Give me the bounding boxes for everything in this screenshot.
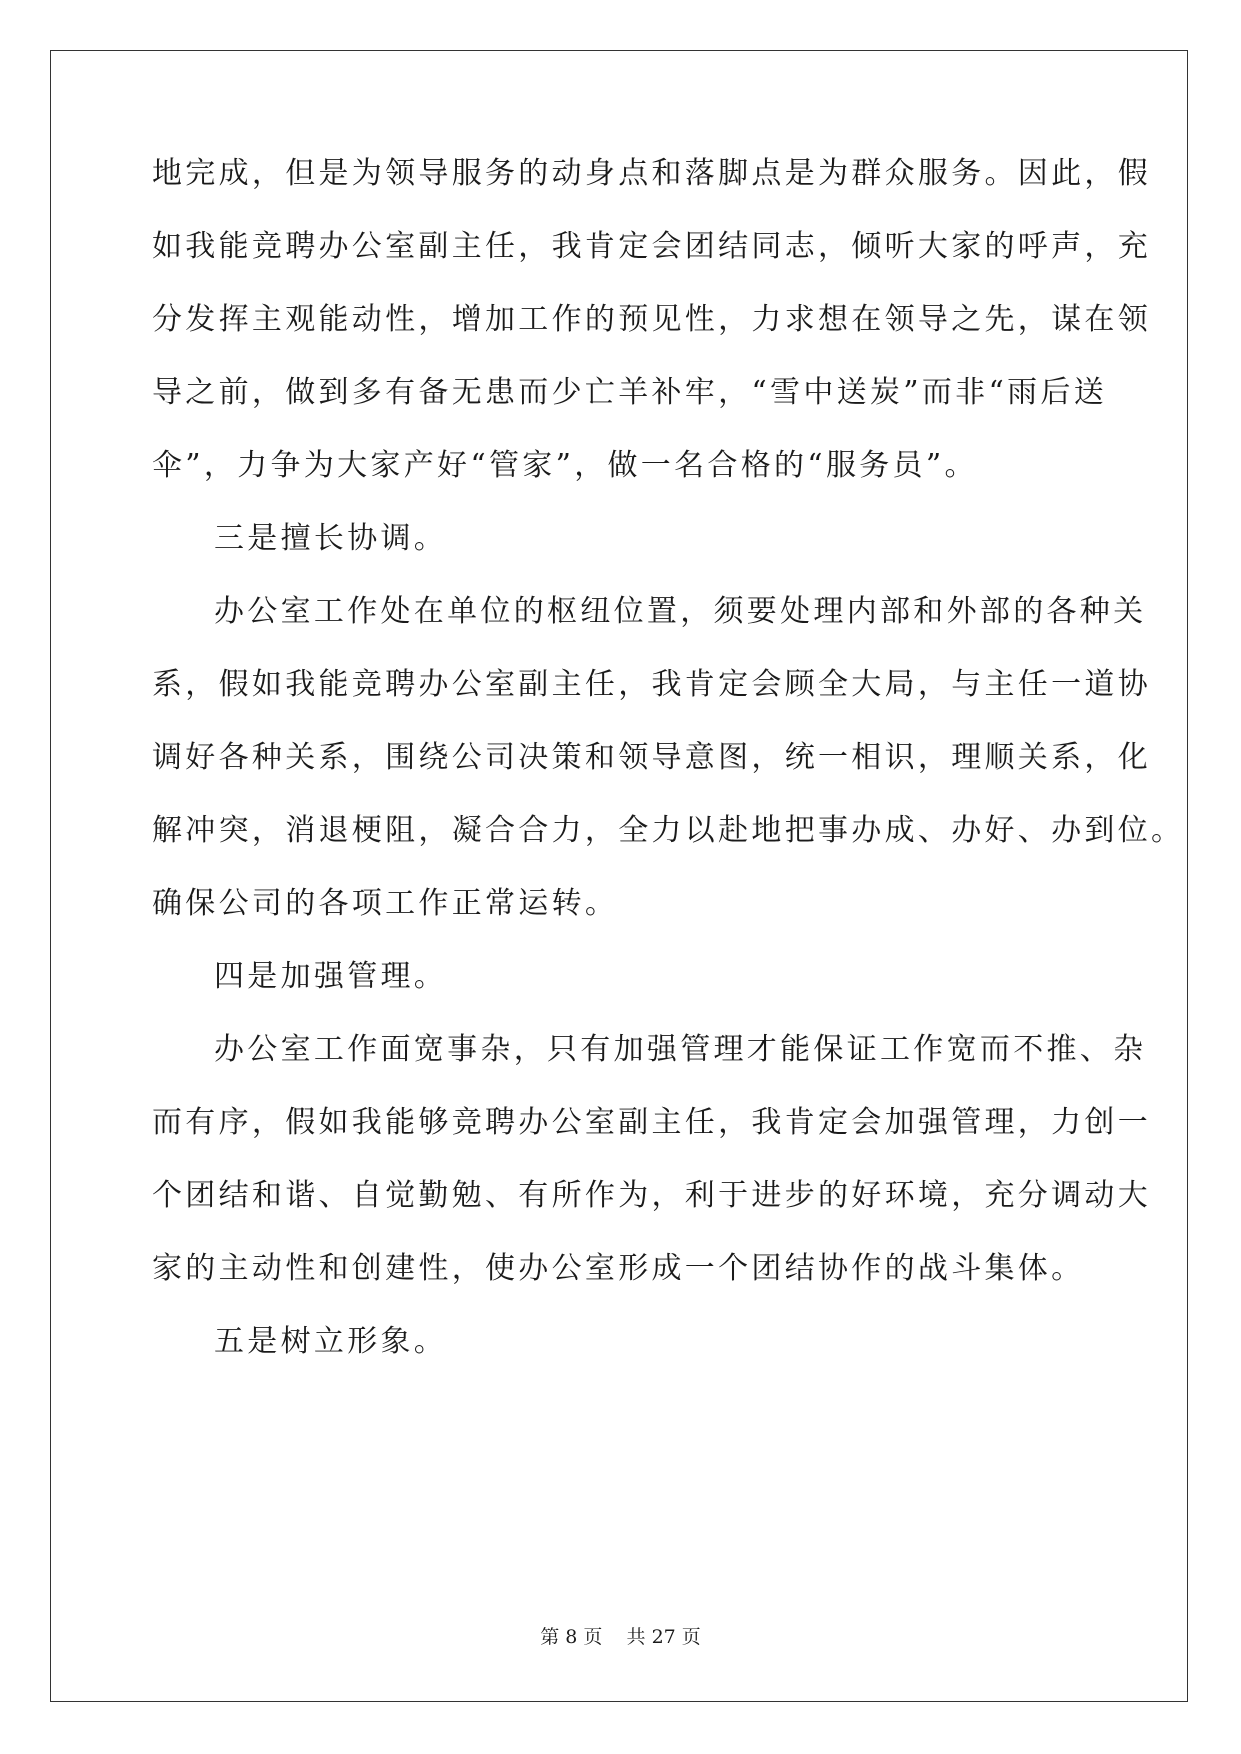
text-line: 办公室工作处在单位的枢纽位置，须要处理内部和外部的各种关 (214, 594, 1147, 629)
text-line: 地完成，但是为领导服务的动身点和落脚点是为群众服务。因此，假 (152, 156, 1151, 191)
page-footer (0, 1622, 1241, 1649)
text-line: 解冲突，消退梗阻，凝合合力，全力以赴地把事办成、办好、办到位。 (152, 813, 1185, 848)
text-line: 而有序，假如我能够竞聘办公室副主任，我肯定会加强管理，力创一 (152, 1105, 1151, 1140)
text-line: 确保公司的各项工作正常运转。 (152, 886, 619, 921)
section-heading: 三是擅长协调。 (214, 521, 448, 556)
text-line: 个团结和谐、自觉勤勉、有所作为，利于进步的好环境，充分调动大 (152, 1178, 1151, 1213)
text-line: 办公室工作面宽事杂，只有加强管理才能保证工作宽而不推、杂 (214, 1032, 1147, 1067)
page-border (50, 50, 1188, 1702)
text-line: 调好各种关系，围绕公司决策和领导意图，统一相识，理顺关系，化 (152, 740, 1151, 775)
page-total: 共 27 页 (626, 1626, 701, 1648)
text-line: 伞”，力争为大家产好“管家”，做一名合格的“服务员”。 (152, 448, 978, 483)
page-number: 第 8 页 (540, 1626, 603, 1648)
section-heading: 四是加强管理。 (214, 959, 448, 994)
text-line: 如我能竞聘办公室副主任，我肯定会团结同志，倾听大家的呼声，充 (152, 229, 1151, 264)
text-line: 系，假如我能竞聘办公室副主任，我肯定会顾全大局，与主任一道协 (152, 667, 1151, 702)
text-line: 分发挥主观能动性，增加工作的预见性，力求想在领导之先，谋在领 (152, 302, 1151, 337)
text-line: 导之前，做到多有备无患而少亡羊补牢，“雪中送炭”而非“雨后送 (152, 375, 1108, 410)
section-heading: 五是树立形象。 (214, 1324, 448, 1359)
text-line: 家的主动性和创建性，使办公室形成一个团结协作的战斗集体。 (152, 1251, 1085, 1286)
